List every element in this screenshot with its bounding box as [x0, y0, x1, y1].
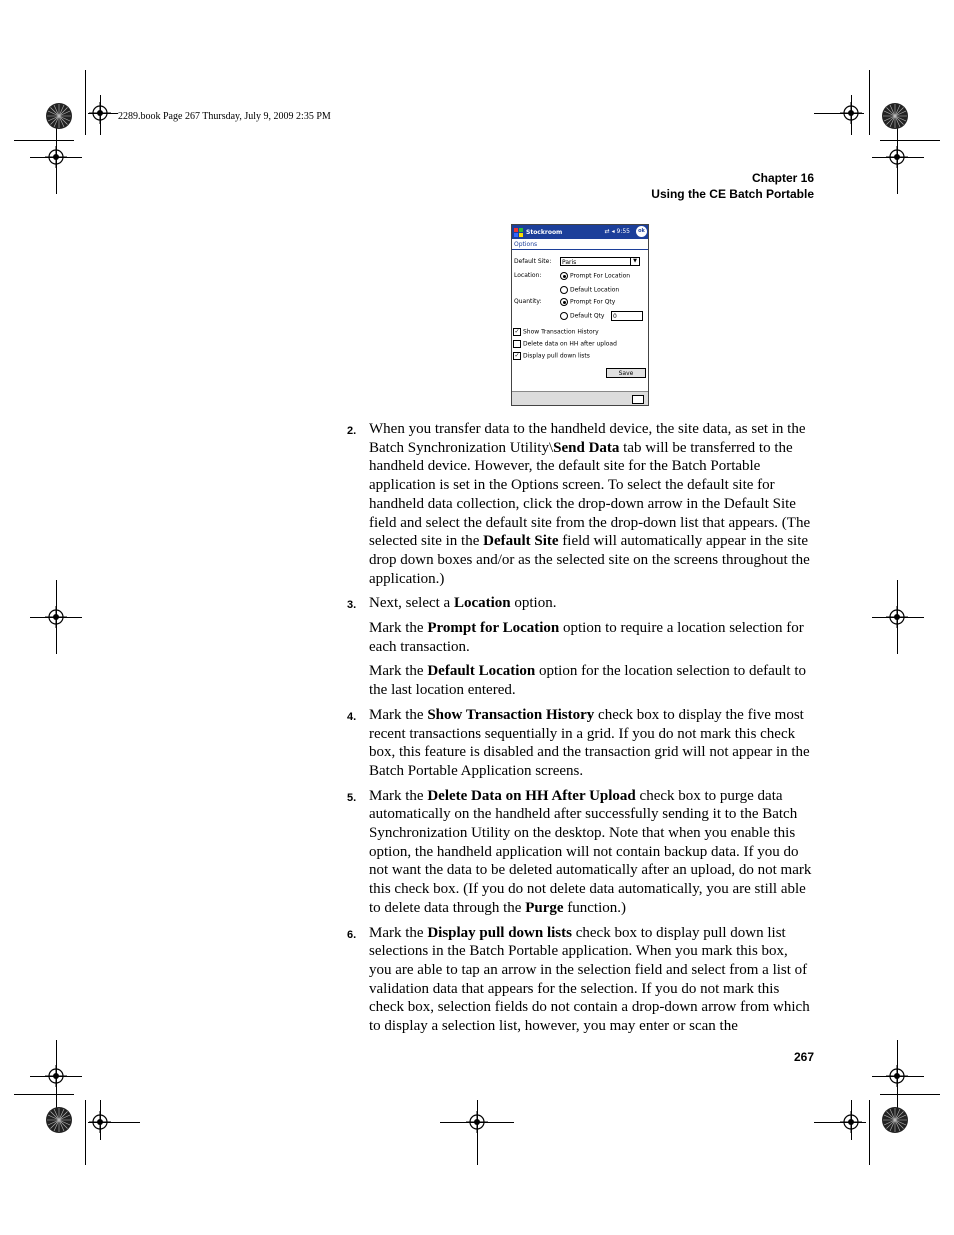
registration-mark-icon [45, 1065, 67, 1087]
radio-default-qty: Default Qty [560, 312, 604, 320]
pda-clock: 9:55 [616, 228, 630, 235]
step-item [344, 787, 814, 918]
registration-mark-icon [45, 606, 67, 628]
step-subparagraph: Mark the Prompt for Location option to require a location selection for each transaction. [369, 620, 804, 655]
bold-term: Show Transaction History [427, 706, 595, 723]
pda-options-screenshot [511, 224, 649, 406]
step-number: 3. [347, 599, 357, 612]
bold-term: Prompt for Location [427, 620, 560, 637]
location-label: Location: [514, 272, 542, 279]
pda-app-title: Stockroom [526, 228, 563, 236]
radio-empty-icon [560, 286, 568, 294]
radio-prompt-qty: Prompt For Qty [560, 298, 615, 306]
default-qty-input: 0 [611, 311, 643, 321]
step-number: 2. [347, 425, 357, 437]
default-site-value: Paris [562, 259, 577, 266]
step-subparagraph: Mark the Default Location option for the location selection to default to the last location entered. [369, 663, 807, 699]
bold-term: Location [453, 595, 511, 612]
default-site-label: Default Site: [514, 258, 552, 265]
starburst-target-icon [46, 103, 72, 129]
radio-selected-icon [560, 272, 568, 280]
step-list [344, 420, 814, 1042]
registration-mark-icon [886, 1065, 908, 1087]
registration-mark-icon [840, 102, 862, 124]
radio-prompt-location: Prompt For Location [560, 272, 630, 280]
checkbox-empty-icon [513, 340, 521, 348]
checkbox-delete-data: Delete data on HH after upload [513, 340, 617, 348]
checkbox-checked-icon: ✓ [514, 352, 520, 359]
registration-mark-icon [886, 146, 908, 168]
step-item [344, 706, 814, 781]
chapter-number: Chapter 16 [751, 171, 814, 185]
radio-selected-icon [560, 298, 568, 306]
bold-term: Default Site [483, 533, 559, 550]
starburst-target-icon [46, 1107, 72, 1133]
step-item [344, 594, 814, 613]
step-number: 6. [347, 928, 357, 941]
bold-term: Default Location [427, 663, 536, 680]
checkbox-pull-down: ✓ Display pull down lists [514, 352, 590, 360]
ok-button: ok [636, 226, 647, 237]
step-text: When you transfer data to the handheld device, the site data, as set in the Batch Synchronization Utility\Send Data tab will be transferred to the handheld device. However, the default site for the Batch Portable application is set in the Options screen. To select the default site for handheld data collection, click the drop-down arrow in the Default Site field and select the default site from the drop-down list that appears. (The selected site in the Default Site field will automatically appear in the site drop down boxes and/or as the selected site on the screens throughout the application.) [369, 421, 811, 587]
radio-default-location: Default Location [560, 286, 619, 294]
step-item [344, 924, 814, 1036]
step-text: Mark the Delete Data on HH After Upload check box to purge data automatically on the handheld after successfully sending it to the Batch Synchronization Utility on the desktop. Note that when you enable this option, the handheld application will not contain backup data. If you do not want the data to be deleted automatically after an upload, do not mark this check box. (If you do not delete data automatically, you are still able to delete data through the Purge function.) [369, 787, 812, 916]
quantity-label: Quantity: [514, 298, 542, 305]
starburst-target-icon [882, 1107, 908, 1133]
speaker-icon: ◂ [611, 228, 615, 235]
starburst-target-icon [882, 103, 908, 129]
registration-mark-icon [89, 102, 111, 124]
radio-empty-icon [560, 312, 568, 320]
save-button: Save [606, 368, 646, 378]
bold-term: Send Data [553, 439, 620, 456]
checkbox-show-history: ✓ Show Transaction History [514, 328, 599, 336]
registration-mark-icon [886, 606, 908, 628]
step-text: Mark the Show Transaction History check box to display the five most recent transactions sequentially in a grid. If you do not mark this check box, this feature is disabled and the transaction grid will not appear in the Batch Portable Application screens. [369, 706, 810, 779]
default-site-select [560, 257, 640, 266]
step-text: Next, select a Location option. [369, 595, 557, 612]
step-number: 5. [347, 791, 357, 804]
pda-menu-bar [512, 391, 648, 405]
registration-mark-icon [45, 146, 67, 168]
bold-term: Delete Data on HH After Upload [427, 787, 636, 804]
chapter-title: Using the CE Batch Portable [651, 187, 814, 201]
pda-title-bar [512, 225, 648, 239]
registration-mark-icon [89, 1111, 111, 1133]
step-text: Mark the Display pull down lists check box to display pull down list selections in the Batch Portable application. When you mark this box, you are able to tap an arrow in the selection field and select from a list of validation data that appears for the selection. If you do not mark this check box, selection fields do not contain a drop-down arrow from which to display a selection list, however, you may enter or scan the [369, 924, 810, 1035]
bold-term: Display pull down lists [427, 924, 572, 941]
step-item [344, 420, 814, 588]
registration-mark-icon [466, 1111, 488, 1133]
windows-start-icon [514, 228, 523, 237]
dropdown-arrow-icon: ▼ [630, 258, 639, 265]
page-number: 267 [793, 1050, 814, 1064]
keyboard-icon [632, 395, 644, 404]
bold-term: Purge [525, 899, 564, 916]
checkbox-checked-icon: ✓ [514, 328, 520, 335]
step-number: 4. [347, 710, 357, 723]
registration-mark-icon [840, 1111, 862, 1133]
connectivity-icon: ⇄ [604, 228, 610, 235]
print-slug: 2289.book Page 267 Thursday, July 9, 2009 2:35 PM [118, 111, 331, 122]
pda-tab-options: Options [512, 239, 648, 250]
